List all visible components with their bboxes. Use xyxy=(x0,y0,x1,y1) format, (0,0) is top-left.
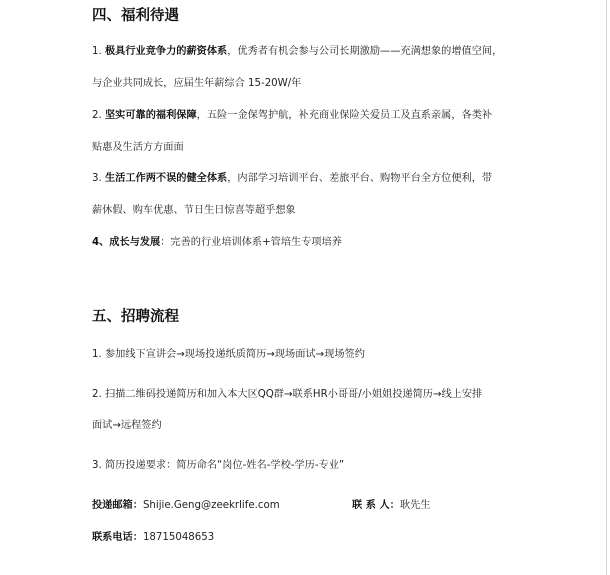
benefit-item-4-text: ：完善的行业培训体系+管培生专项培养 xyxy=(160,237,342,248)
page-edge-divider xyxy=(606,0,607,575)
benefit-item-3-continued: 薪休假、购车优惠、节日生日惊喜等超乎想象 xyxy=(92,205,296,216)
benefit-item-2-text: ，五险一金保驾护航，补充商业保险关爱员工及直系亲属，各类补 xyxy=(196,110,493,121)
contact-phone-row xyxy=(92,531,214,545)
benefit-item-2-title: 坚实可靠的福利保障 xyxy=(104,110,197,121)
benefit-item-3-title: 生活工作两不误的健全体系 xyxy=(104,173,228,184)
benefit-item-1-continued: 与企业共同成长，应届生年薪综合 15-20W/年 xyxy=(92,78,302,89)
phone-label: 联系电话： xyxy=(92,532,143,543)
benefit-item-4-title: 4、成长与发展 xyxy=(92,237,161,248)
benefit-item-3 xyxy=(92,172,492,186)
benefit-item-3-number: 3. xyxy=(92,173,105,184)
section-5-heading: 五、招聘流程 xyxy=(92,309,179,325)
benefit-item-3-text: ，内部学习培训平台、差旅平台、购物平台全方位便利，带 xyxy=(227,173,493,184)
benefit-item-2 xyxy=(92,109,492,123)
person-value: 耿先生 xyxy=(399,500,431,511)
benefit-item-2-number: 2. xyxy=(92,110,105,121)
process-item-2: 2. 扫描二维码投递简历和加入本大区QQ群→联系HR小哥哥/小姐姐投递简历→线上安排 xyxy=(92,389,483,400)
contact-person-row xyxy=(352,499,430,513)
person-label: 联 系 人： xyxy=(352,500,400,511)
section-4-heading: 四、福利待遇 xyxy=(92,8,179,24)
benefit-item-1 xyxy=(92,45,502,59)
process-item-3: 3. 简历投递要求：简历命名“岗位-姓名-学校-学历-专业” xyxy=(92,460,345,471)
benefit-item-4 xyxy=(92,236,342,250)
benefit-item-1-number: 1. xyxy=(92,46,105,57)
process-item-1: 1. 参加线下宣讲会→现场投递纸质简历→现场面试→现场签约 xyxy=(92,349,365,360)
benefit-item-1-text: ，优秀者有机会参与公司长期激励——充满想象的增值空间， xyxy=(227,46,503,57)
phone-value: 18715048653 xyxy=(142,532,215,543)
email-label: 投递邮箱： xyxy=(92,500,143,511)
benefit-item-1-title: 极具行业竞争力的薪资体系 xyxy=(104,46,228,57)
process-item-2-continued: 面试→远程签约 xyxy=(92,420,162,431)
email-value[interactable]: Shijie.Geng@zeekrlife.com xyxy=(142,500,280,511)
contact-email-row xyxy=(92,499,280,513)
benefit-item-2-continued: 贴惠及生活方方面面 xyxy=(92,142,184,153)
